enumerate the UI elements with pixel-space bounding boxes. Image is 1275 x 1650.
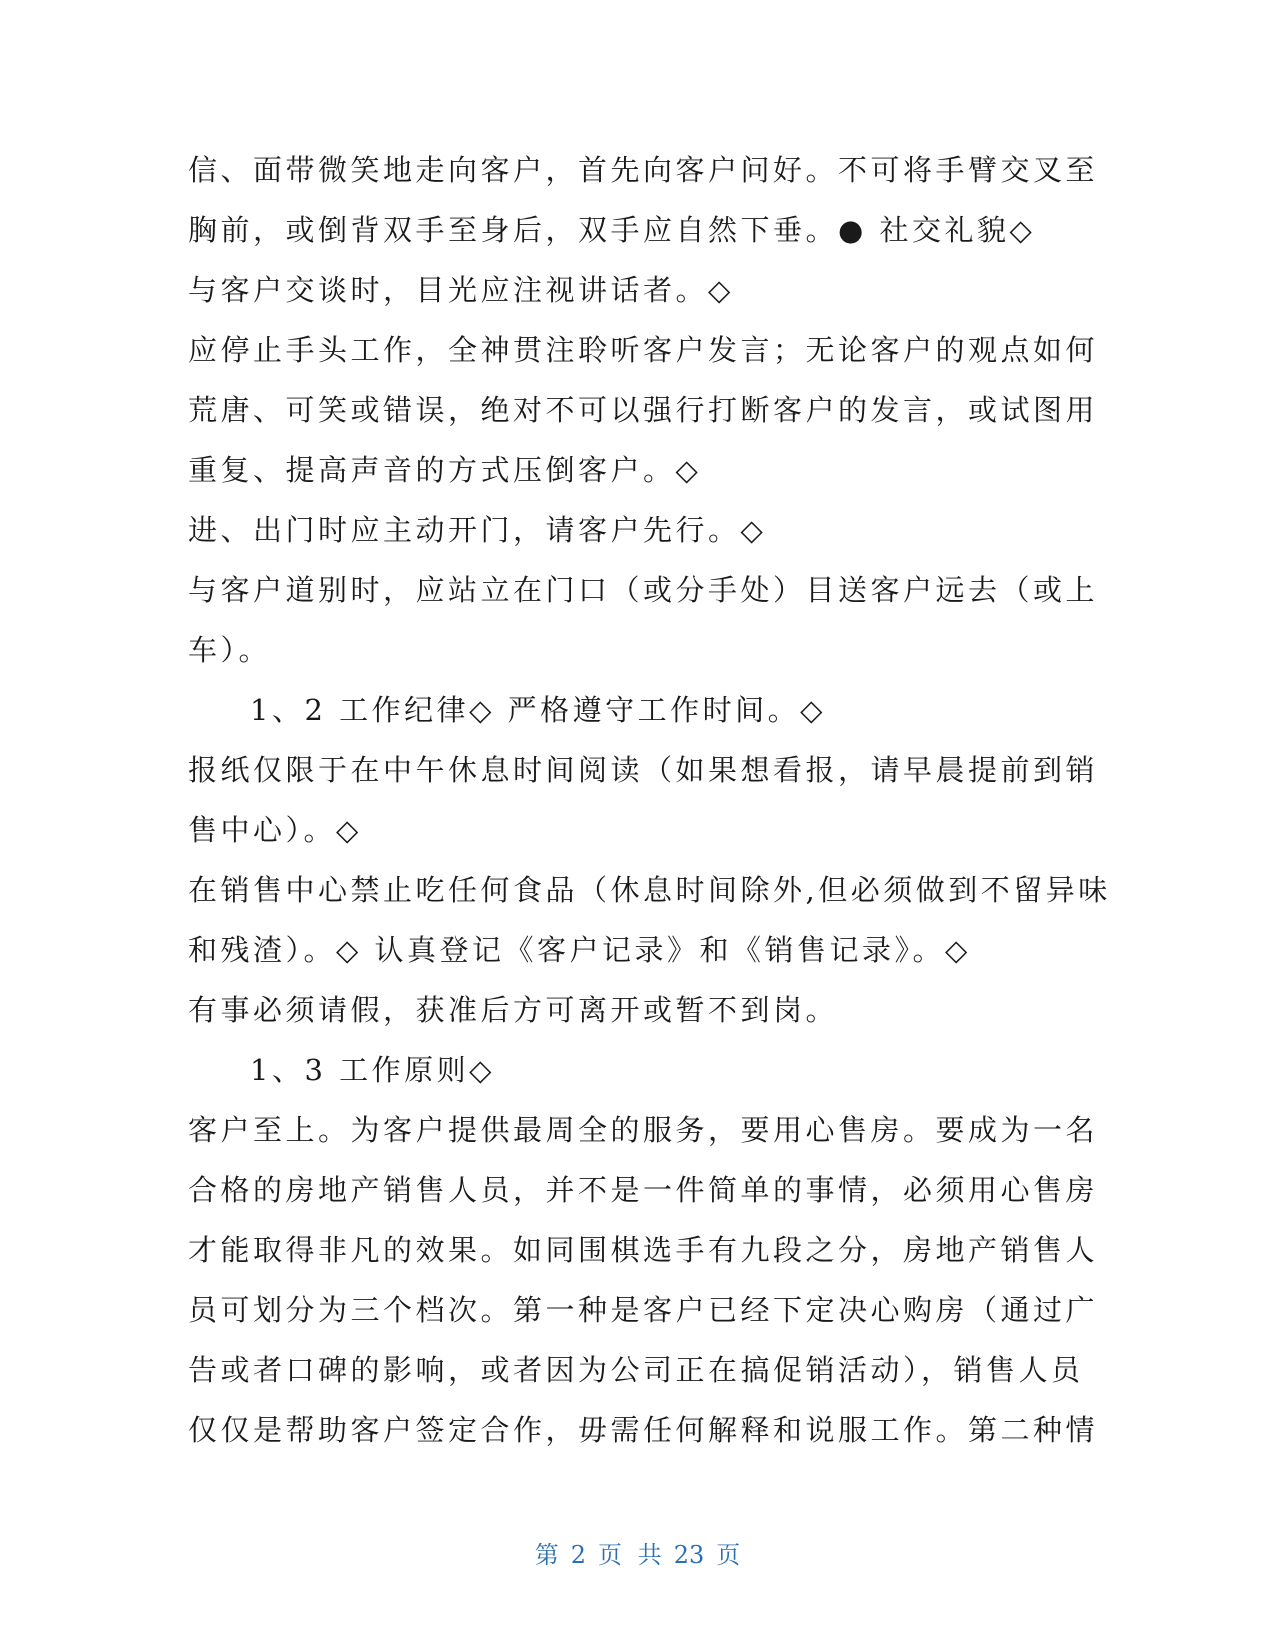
text-line: 与客户交谈时，目光应注视讲话者。◇ (188, 273, 734, 307)
text-line: 客户至上。为客户提供最周全的服务，要用心售房。要成为一名 (188, 1113, 1099, 1147)
text-line: 报纸仅限于在中午休息时间阅读（如果想看报，请早晨提前到销 (188, 753, 1099, 787)
text-line: 荒唐、可笑或错误，绝对不可以强行打断客户的发言，或试图用 (188, 393, 1099, 427)
text-line: 合格的房地产销售人员，并不是一件简单的事情，必须用心售房 (188, 1173, 1099, 1207)
text-line: 员可划分为三个档次。第一种是客户已经下定决心购房（通过广 (188, 1293, 1099, 1327)
page-footer (0, 1535, 1275, 1570)
footer-middle: 页 共 (598, 1541, 662, 1569)
current-page-number: 2 (570, 1541, 587, 1569)
text-line: 有事必须请假，获准后方可离开或暂不到岗。 (188, 993, 839, 1027)
text-line: 信、面带微笑地走向客户，首先向客户问好。不可将手臂交叉至 (188, 153, 1099, 187)
footer-prefix: 第 (534, 1541, 559, 1569)
text-line: 告或者口碑的影响，或者因为公司正在搞促销活动），销售人员 (188, 1353, 1084, 1387)
text-line: 重复、提高声音的方式压倒客户。◇ (188, 453, 702, 487)
footer-suffix: 页 (716, 1541, 741, 1569)
text-line: 胸前，或倒背双手至身后，双手应自然下垂。● 社交礼貌◇ (188, 213, 1036, 247)
text-line: 进、出门时应主动开门，请客户先行。◇ (188, 513, 767, 547)
text-line: 1、3 工作原则◇ (250, 1053, 495, 1087)
total-page-count: 23 (673, 1541, 705, 1569)
document-body (188, 140, 1111, 1460)
text-line: 应停止手头工作，全神贯注聆听客户发言；无论客户的观点如何 (188, 333, 1099, 367)
text-line: 在销售中心禁止吃任何食品（休息时间除外,但必须做到不留异味 (188, 873, 1111, 907)
text-line: 与客户道别时，应站立在门口（或分手处）目送客户远去（或上 (188, 573, 1099, 607)
text-line: 车）。 (188, 633, 272, 667)
text-line: 1、2 工作纪律◇ 严格遵守工作时间。◇ (250, 693, 826, 727)
text-line: 才能取得非凡的效果。如同围棋选手有九段之分，房地产销售人 (188, 1233, 1099, 1267)
text-line: 仅仅是帮助客户签定合作，毋需任何解释和说服工作。第二种情 (188, 1413, 1099, 1447)
text-line: 和残渣）。◇ 认真登记《客户记录》和《销售记录》。◇ (188, 933, 971, 967)
text-line: 售中心）。◇ (188, 813, 362, 847)
